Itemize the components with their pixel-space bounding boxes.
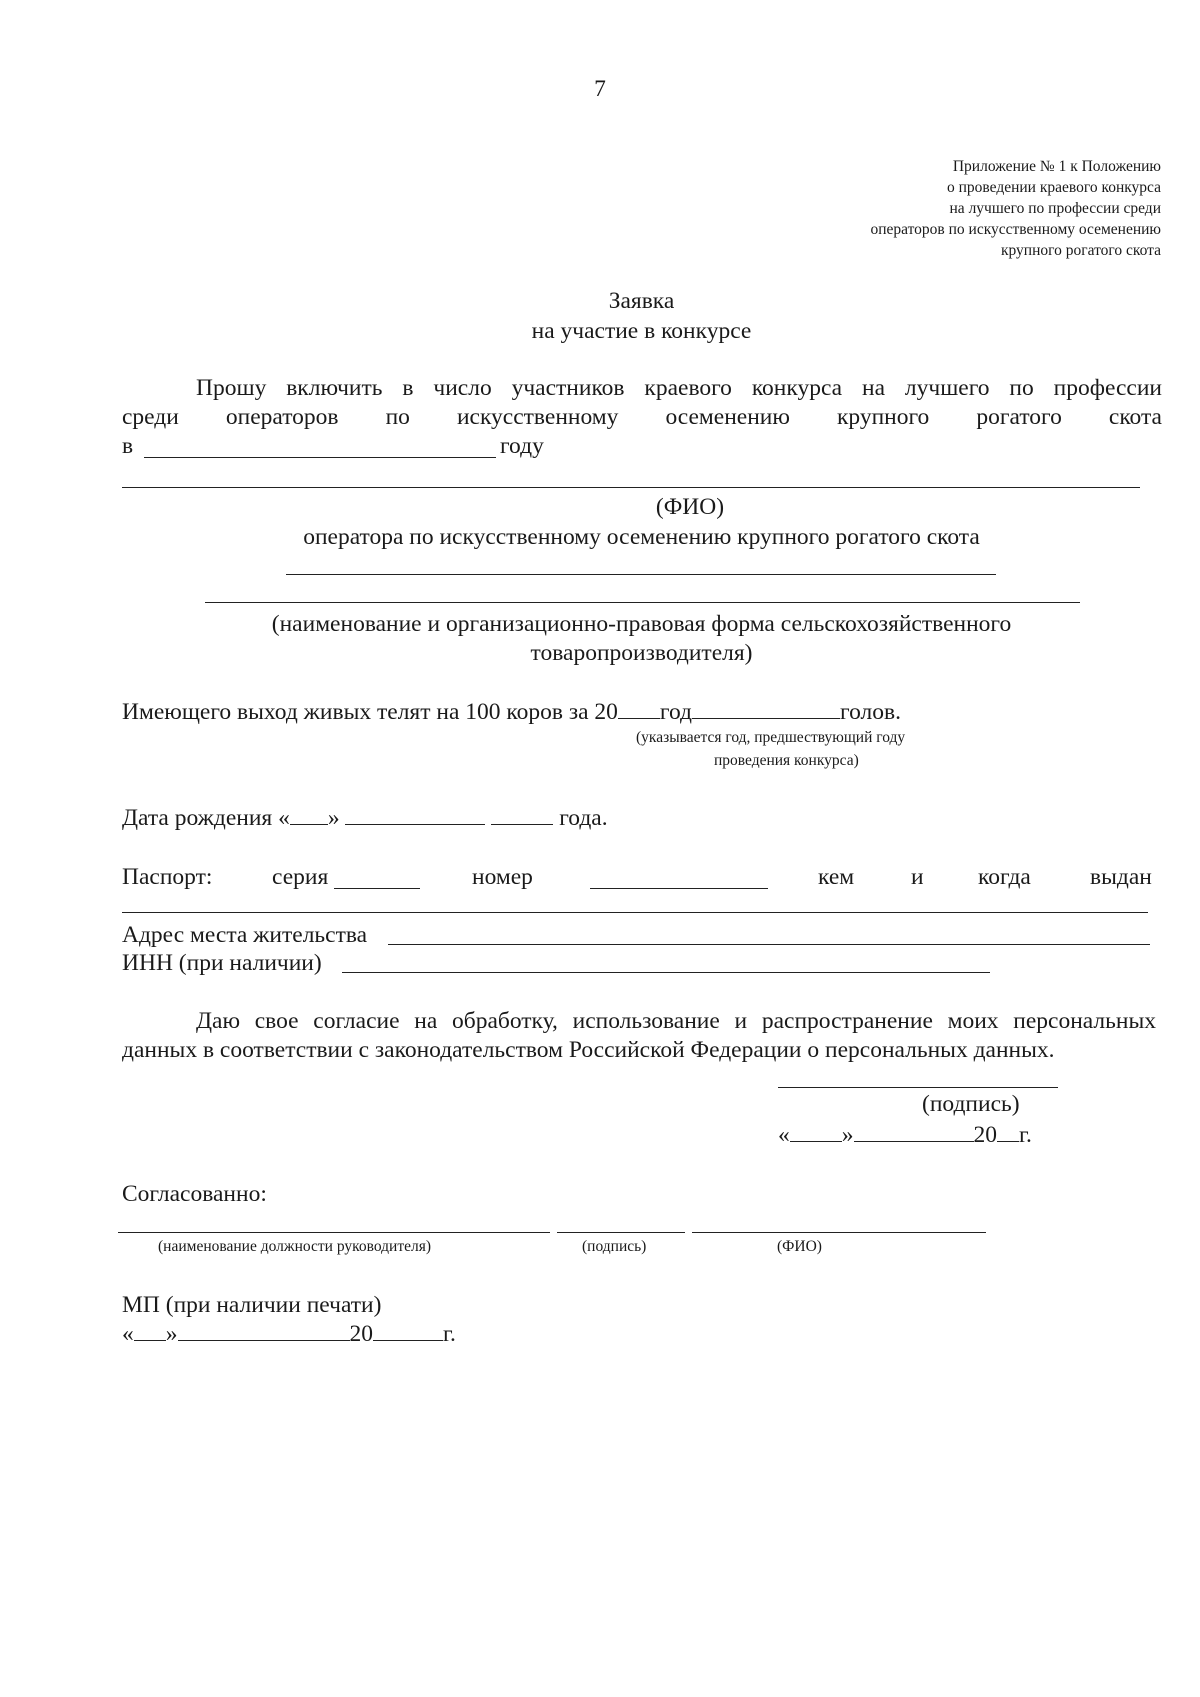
address-label: Адрес места жительства [122,922,368,948]
consent-line-1: Даю свое согласие на обработку, использование и распространение моих персональных [196,1008,1156,1034]
page-number: 7 [594,76,606,102]
birth-year-blank[interactable] [491,806,553,825]
appendix-line: операторов по искусственному осеменению [870,221,1161,238]
year-blank[interactable] [144,457,496,458]
fio-caption: (ФИО) [655,494,725,520]
position-caption: (наименование должности руководителя) [158,1238,431,1255]
manager-position-blank[interactable] [118,1232,550,1233]
passport-label: Паспорт: [122,864,213,890]
passport-issued-blank[interactable] [122,912,1148,913]
date-open-quote: « [778,1122,790,1148]
calves-line [122,700,901,725]
seal-open-quote: « [122,1321,134,1347]
request-word: по [385,404,410,430]
request-word: искусственному [456,404,619,430]
birth-date-label: Дата рождения « [122,805,290,831]
manager-signature-caption: (подпись) [582,1238,647,1255]
request-word: скота [1108,404,1162,430]
request-line-3 [122,435,133,459]
date-century: 20 [973,1122,997,1148]
request-suffix: году [500,433,544,459]
birth-date-close-quote: » [327,805,340,831]
consent-line-2: данных в соответствии с законодательством Российской Федерации о персональных данных. [122,1037,1055,1063]
passport-number-blank[interactable] [590,888,768,889]
applicant-date-line [778,1123,1032,1148]
request-word: крупного [836,404,930,430]
request-line-1: Прошу включить в число участников краевого конкурса на лучшего по профессии [196,375,1162,401]
request-word: операторов [225,404,339,430]
date-year-suffix: г. [1019,1122,1032,1148]
calves-suffix: голов. [840,699,901,725]
passport-number-label: номер [472,864,533,890]
seal-month-blank[interactable] [178,1322,350,1341]
passport-series-blank[interactable] [334,888,420,889]
seal-day-blank[interactable] [134,1322,166,1341]
request-line-2 [122,406,1162,430]
manager-fio-caption: (ФИО) [777,1238,822,1255]
address-blank[interactable] [388,944,1150,945]
calves-year-blank[interactable] [618,700,660,719]
passport-word: выдан [1090,864,1152,890]
organization-blank-1[interactable] [286,574,996,575]
birth-month-blank[interactable] [345,806,485,825]
appendix-note [870,156,1161,261]
document-subtitle: на участие в конкурсе [531,318,752,344]
request-word: рогатого [976,404,1062,430]
calves-note-line-2: проведения конкурса) [714,752,859,769]
date-close-quote: » [841,1122,854,1148]
passport-word: когда [978,864,1031,890]
manager-signature-blank[interactable] [557,1232,685,1233]
calves-year-word: год [659,699,693,725]
inn-label: ИНН (при наличии) [122,950,322,976]
passport-word: кем [818,864,855,890]
signature-caption: (подпись) [922,1091,1020,1117]
appendix-line: Приложение № 1 к Положению [952,158,1161,175]
birth-date-line [122,806,608,831]
birth-date-suffix: года. [559,805,608,831]
seal-year-blank[interactable] [373,1322,443,1341]
calves-prefix: Имеющего выход живых телят на 100 коров за 20 [122,699,618,725]
passport-series-label: серия [272,864,329,890]
date-day-blank[interactable] [790,1123,842,1142]
applicant-signature-blank[interactable] [778,1087,1058,1088]
appendix-line: крупного рогатого скота [1000,242,1161,259]
seal-year-suffix: г. [443,1321,456,1347]
seal-date-line [122,1322,456,1347]
seal-label: МП (при наличии печати) [122,1292,382,1318]
appendix-line: о проведении краевого конкурса [947,179,1161,196]
document-title: Заявка [608,288,675,314]
request-word: среди [122,404,179,430]
request-word: осеменению [665,404,790,430]
appendix-line: на лучшего по профессии среди [949,200,1161,217]
inn-blank[interactable] [342,972,990,973]
operator-caption: оператора по искусственному осеменению крупного рогатого скота [303,524,980,550]
seal-century: 20 [349,1321,373,1347]
fio-blank[interactable] [122,487,1140,488]
request-prefix: в [122,433,134,459]
date-month-blank[interactable] [854,1123,974,1142]
calves-count-blank[interactable] [692,700,840,719]
birth-day-blank[interactable] [290,806,328,825]
passport-word: и [911,864,924,890]
date-year-blank[interactable] [997,1123,1019,1142]
organization-blank-2[interactable] [205,602,1080,603]
manager-fio-blank[interactable] [692,1232,986,1233]
organization-caption-line-1: (наименование и организационно-правовая форма сельскохозяйственного [271,611,1012,637]
agreed-label: Согласованно: [122,1181,267,1207]
seal-close-quote: » [165,1321,178,1347]
calves-note-line-1: (указывается год, предшествующий году [636,729,906,746]
organization-caption-line-2: товаропроизводителя) [530,640,753,666]
